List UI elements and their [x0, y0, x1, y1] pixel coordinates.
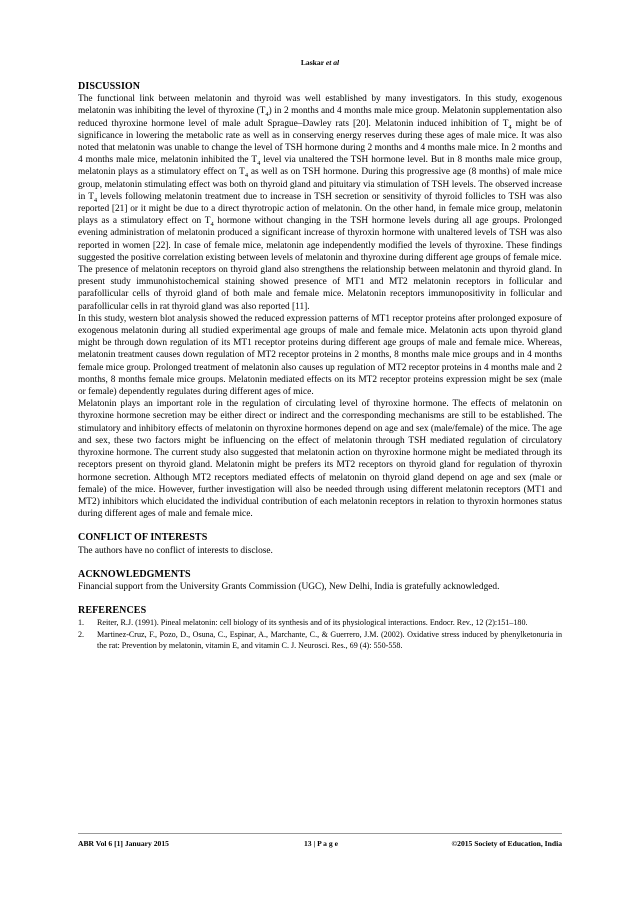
subscript: 4 — [265, 111, 269, 119]
paragraph-text: Melatonin plays an important role in the regulation of circulating level of thyroxine hormone. The effects of melatonin on thyroxine hormone secretion may be either direct or indirect and the corresponding mechanisms are still to be established. The stimulatory and inhibitory effects of melatonin on thyroxine hormones depend on age and sex (male/female) of the mice. The age and sex, these two factors might be influencing on the effect of melatonin through TSH mediated regulation of circulatory thyroxine hormone. The current study also suggested that melatonin action on thyroxine hormone might be mediated through its receptors present on thyroid gland. Melatonin might be prefers its MT2 receptors on thyroid gland for regulation of thyroxin hormone secretion. Although MT2 receptors mediated effects of melatonin on thyroid gland depend on age and sex (male or female) of the mice. However, further investigation will also be needed through using different melatonin receptors (MT1 and MT2) inhibitors which elucidated the individual contribution of each melatonin receptors in relation to thyroxin hormones status during different ages of male and female mice. — [78, 399, 562, 520]
conflict-text: The authors have no conflict of interests to disclose. — [78, 545, 273, 556]
discussion-paragraph — [78, 313, 562, 398]
reference-item — [78, 617, 562, 628]
discussion-paragraph — [78, 264, 562, 313]
footer-divider — [78, 833, 562, 834]
footer-journal: ABR Vol 6 [1] January 2015 — [78, 839, 169, 848]
subscript: 4 — [508, 123, 512, 131]
discussion-heading: DISCUSSION — [78, 81, 141, 92]
running-head-author: Laskar — [300, 58, 324, 67]
paragraph-text: The presence of melatonin receptors on thyroid gland also strengthens the relationship between melatonin and thyroid gland. In present study immunohistochemical staining showed presence of MT1 and MT2 melatonin receptors in follicular and parafollicular cells of thyroid gland of both male and female mice. Melatonin receptors immunopositivity in follicular and parafollicular cells in rat thyroid gland was also reported [11]. — [78, 265, 562, 312]
paragraph-text: as well as on TSH hormone. During this progressive age (8 months) of male mice group, melatonin stimulating effect was both on thyroid gland and pituitary via stimulation of TSH levels. The observed increase in T — [78, 167, 562, 202]
acknowledgments-text: Financial support from the University Grants Commission (UGC), New Delhi, India is gratefully acknowledged. — [78, 581, 500, 592]
paragraph-text: levels following melatonin treatment due to increase in TSH secretion or sensitivity of thyroid follicles to TSH was also reported [21] or it might be due to a direct thyrotropic action of melatonin. On the other hand, in female mice group, melatonin plays as a stimulatory effect on T — [78, 191, 562, 227]
discussion-paragraph — [78, 398, 562, 520]
references-heading: REFERENCES — [78, 605, 147, 617]
acknowledgments-heading: ACKNOWLEDGMENTS — [78, 568, 191, 580]
reference-number: 1. — [78, 618, 85, 628]
reference-text: Martinez-Cruz, F., Pozo, D., Osuna, C., Espinar, A., Marchante, C., & Guerrero, J.M. (2002). Oxidative stress induced by phenylketonuria in the rat: Prevention by melatonin, vitamin E, and vitamin C. J. Neurosci. Res., 69 (4): 550-558. — [97, 630, 562, 651]
conflict-heading: CONFLICT OF INTERESTS — [78, 532, 208, 544]
paragraph-text: In this study, western blot analysis showed the reduced expression patterns of MT1 receptor proteins after prolonged exposure of exogenous melatonin during all studied experimental age groups of male and female mice. Melatonin acts upon thyroid gland might be through down regulation of its MT1 receptor proteins during different age groups of male and female mice. Whereas, melatonin treatment causes down regulation of MT2 receptor proteins in 2 months, 8 months male mice groups and in 4 months female mice group. Prolonged treatment of melatonin also causes up regulation of MT2 receptor proteins in 4 months male and 2 months, 8 months female mice groups. Melatonin mediated effects on its MT2 receptor proteins expression might be sex (male or female) dependently regulates during different ages of mice. — [78, 313, 562, 398]
article-content — [78, 81, 562, 652]
references-list — [78, 617, 562, 651]
reference-text: Reiter, R.J. (1991). Pineal melatonin: cell biology of its synthesis and of its physiological interactions. Endocr. Rev., 12 (2):151–180. — [97, 618, 528, 628]
paragraph-text: ) in 2 months and 4 months male mice group. Melatonin supplementation also reduced thyroxine hormone level of male adult Sprague–Dawley rats [20]. Melatonin induced inhibition of T — [78, 106, 563, 129]
discussion-body — [78, 93, 562, 520]
subscript: 4 — [93, 196, 98, 204]
running-head — [78, 58, 562, 67]
paragraph-text: The functional link between melatonin and thyroid was well established by many investigators. In this study, exogenous melatonin was inhibiting the level of thyroxine (T — [78, 94, 562, 117]
discussion-paragraph — [78, 93, 562, 264]
footer-page-number: 13 | P a g e — [304, 839, 338, 848]
subscript: 4 — [210, 221, 214, 229]
footer-copyright: ©2015 Society of Education, India — [451, 839, 562, 848]
paragraph-text: level via unaltered the TSH hormone level. But in 8 months male mice group, melatonin plays as a stimulatory effect on T — [78, 155, 562, 178]
running-head-etal: et al — [325, 58, 340, 67]
subscript: 4 — [244, 172, 249, 180]
reference-number: 2. — [78, 630, 85, 640]
paragraph-text: hormone without changing in the TSH hormone levels during all age groups. Prolonged evening administration of melatonin produced a significant increase of thyroxin hormone with unaltered levels of TSH was also reported in women [22]. In case of female mice, melatonin age independently modified the levels of thyroxine. These findings suggested the positive correlation existing between levels of melatonin and thyroxine during different age groups of female mice. — [78, 216, 562, 263]
paragraph-text: might be of significance in lowering the metabolic rate as well as in conserving energy reserves during these ages of male mice. It was also noted that melatonin was unable to change the level of TSH hormone during 2 months and 4 months male mice. In 2 months and 4 months male mice, melatonin inhibited the T — [78, 118, 563, 166]
reference-item — [78, 629, 562, 651]
subscript: 4 — [257, 160, 261, 168]
